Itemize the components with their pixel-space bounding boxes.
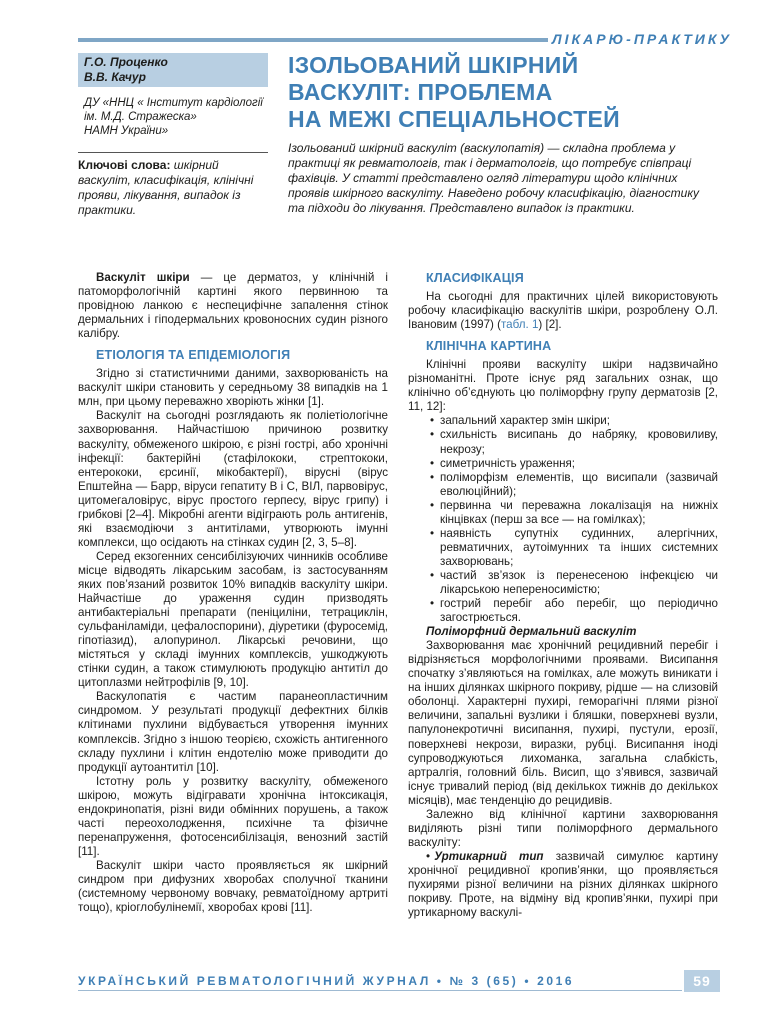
features-list	[408, 414, 718, 625]
title-line-1: ІЗОЛЬОВАНИЙ ШКІРНИЙ	[288, 52, 579, 78]
keywords-rule	[78, 152, 268, 153]
section-heading-clinical: КЛІНІЧНА КАРТИНА	[426, 339, 552, 354]
affiliation	[84, 96, 274, 138]
section-label: ЛІКАРЮ-ПРАКТИКУ	[552, 31, 732, 47]
page-number: 59	[684, 970, 720, 992]
author-2: В.В. Качур	[84, 70, 146, 84]
type-item-bold: Уртикарний тип	[434, 849, 544, 863]
affiliation-line-3: НАМН України»	[84, 125, 169, 137]
title-line-2: ВАСКУЛІТ: ПРОБЛЕМА	[288, 79, 553, 105]
affiliation-line-1: ДУ «ННЦ « Інститут кардіології	[84, 97, 263, 109]
list-item: • поліморфізм елементів, що висипали (зазвичай еволюційний);	[430, 471, 718, 499]
list-item: • симетричність ураження;	[430, 457, 718, 471]
subheading-polymorphic: Поліморфний дермальний васкуліт	[426, 625, 637, 639]
keywords-text: шкірний васкуліт, класифікація, клінічні прояви, лікування, випадок із практики.	[78, 158, 254, 217]
table-1-link[interactable]: табл. 1	[500, 318, 539, 332]
article-title	[288, 52, 708, 133]
type-item-urticarial	[408, 850, 718, 920]
title-line-3: НА МЕЖІ СПЕЦІАЛЬНОСТЕЙ	[288, 106, 620, 132]
paragraph: Згідно зі статистичними даними, захворюваність на васкуліт шкіри становить у середньому 38 випадків на 1 млн, при цьому переважно хворіють жінки [1].	[78, 367, 388, 409]
list-item: • наявність супутніх судинних, алергічних, ревматичних, аутоімунних та інших системних захворювань;	[430, 527, 718, 569]
intro-rest: — це дерматоз, у клінічній і патоморфологічній картині якого первинною та провідною ланкою є неспецифічне запалення стінок дермальних і гіподермальних кровоносних судин різного калібру.	[78, 271, 388, 341]
bullet-icon: •	[426, 849, 431, 863]
paragraph: Васкуліт на сьогодні розглядають як поліетіологічне захворювання. Найчастішою причиною розвитку васкуліту, обмеженого шкірою, є різні гострі, або хронічні інфекції: бактерійні (стафілококи, стрептококи, ентерококи, єрсинії, мікобактерії), вірусні (вірус Епштейна — Барр, віруси гепатиту В і С, ВІЛ, парвовірус, цитомегаловірус, вірус простого герпесу, вірус грипу) і грибкові [2–4]. Мікробні агенти відіграють роль антигенів, які взаємодіючи з антитілами, утворюють імунні комплекси, що осідають на стінках судин [2, 3, 5–8].	[78, 409, 388, 549]
list-item: • частий зв’язок із перенесеною інфекцією чи лікарською непереносимістю;	[430, 569, 718, 597]
intro-paragraph	[78, 271, 388, 341]
list-item: • схильність висипань до набряку, крововиливу, некрозу;	[430, 428, 718, 456]
paragraph: Серед екзогенних сенсибілізуючих чинників особливе місце відводять лікарським засобам, із застосуванням яких пов’язаний розвиток 10% випадків васкуліту шкіри. Найчастіше до ураження судин призводять антибактеріальні препарати (пеніциліни, тетрациклін, сульфаніламіди, цефалоспорини), діуретики (фуросемід, гіпотіазид), алопуринол. Лікарські речовини, що містяться у складі імунних комплексів, ушкоджують стінки судин, а також стимулюють продукцію антитіл до цитоплазми нейтрофілів [9, 10].	[78, 549, 388, 690]
section-heading-etiology: ЕТІОЛОГІЯ ТА ЕПІДЕМІОЛОГІЯ	[96, 348, 291, 363]
right-column	[408, 271, 718, 920]
intro-bold: Васкуліт шкіри	[96, 271, 190, 284]
list-item: • гострий перебіг або перебіг, що періодично загострюється.	[430, 597, 718, 625]
paragraph: Захворювання має хронічний рецидивний перебіг і відрізняється морфологічними проявами. Висипання спочатку з’являються на гомілках, але можуть виникати і на інших ділянках шкірного покриву, рідше — на слизовій оболонці. Характерні пухирі, геморагічні плями різної величини, запальні вузлики і бляшки, поверхневі вузли, папулонекротичні висипання, пухирі, пустули, ерозії, поверхневі некрози, виразки, рубці. Висипання іноді супроводжуються лихоманка, загальна слабкість, артралгія, головний біль. Висип, що з’явився, зазвичай існує тривалий період (від декількох тижнів до декількох місяців), має тенденцію до рецидивів.	[408, 639, 718, 807]
classification-paragraph	[408, 290, 718, 332]
author-1: Г.О. Проценко	[84, 55, 168, 69]
keywords	[78, 158, 268, 218]
paragraph: Залежно від клінічної картини захворювання виділяють різні типи поліморфного дермального васкуліту:	[408, 807, 718, 849]
list-item: • запальний характер змін шкіри;	[430, 414, 718, 428]
list-item: • первинна чи переважна локалізація на нижніх кінцівках (перш за все — на гомілках);	[430, 499, 718, 527]
footer-rule	[78, 990, 682, 991]
abstract: Ізольований шкірний васкуліт (васкулопатія) — складна проблема у практиці як ревматологів, так і дерматологів, що потребує співпраці фахівців. У статті представлено огляд літератури щодо клінічних проявів шкірного васкуліту. Наведено робочу класифікацію, діагностику та підходи до лікування. Представлено випадок із практики.	[288, 141, 700, 215]
paragraph: Васкуліт шкіри часто проявляється як шкірний синдром при дифузних хворобах сполучної тканини (системному червоному вовчаку, ревматоїдному артриті тощо), кріоглобулінемії, хворобах крові [11].	[78, 858, 388, 915]
affiliation-line-2: ім. М.Д. Стражеска»	[84, 111, 197, 123]
class-text-b: ) [2].	[538, 318, 562, 332]
authors-box	[78, 53, 268, 87]
paragraph: Істотну роль у розвитку васкуліту, обмеженого шкірою, можуть відігравати хронічна інтоксикація, ендокринопатія, різні види обмінних порушень, а також часті переохолодження, психічне та фізичне перенапруження, фотосенсибілізація, венозний застій [11].	[78, 774, 388, 858]
paragraph: Васкулопатія є частим паранеопластичним синдромом. У результаті продукції дефектних білків клітинами пухлини відбувається утворення імунних комплексів. Згідно з іншою теорією, схожість антигенного складу пухлини і клітин ендотелію може приводити до продукції аутоантитіл [10].	[78, 690, 388, 774]
class-text-a: На сьогодні для практичних цілей використовують робочу класифікацію васкулітів шкіри, розроблену О.Л. Івановим (1997) (	[408, 290, 718, 332]
header-rule	[78, 38, 548, 42]
section-heading-classification: КЛАСИФІКАЦІЯ	[426, 271, 524, 285]
left-column	[78, 271, 388, 915]
type-item-text: зазвичай симулює картину хронічної рецидивної кропив’янки, що проявляється пухирями різної величини на різних ділянках шкірного покриву. Проте, на відміну від кропив’янки, пухирі при уртикарному васкулі-	[408, 849, 718, 920]
journal-footer: УКРАЇНСЬКИЙ РЕВМАТОЛОГІЧНИЙ ЖУРНАЛ • № 3 (65) • 2016	[78, 974, 575, 988]
keywords-label: Ключові слова:	[78, 158, 171, 172]
clinical-intro: Клінічні прояви васкуліту шкіри надзвичайно різноманітні. Проте існує ряд загальних ознак, що клінічно об’єднують цю поліморфну групу дерматозів [2, 11, 12]:	[408, 358, 718, 414]
